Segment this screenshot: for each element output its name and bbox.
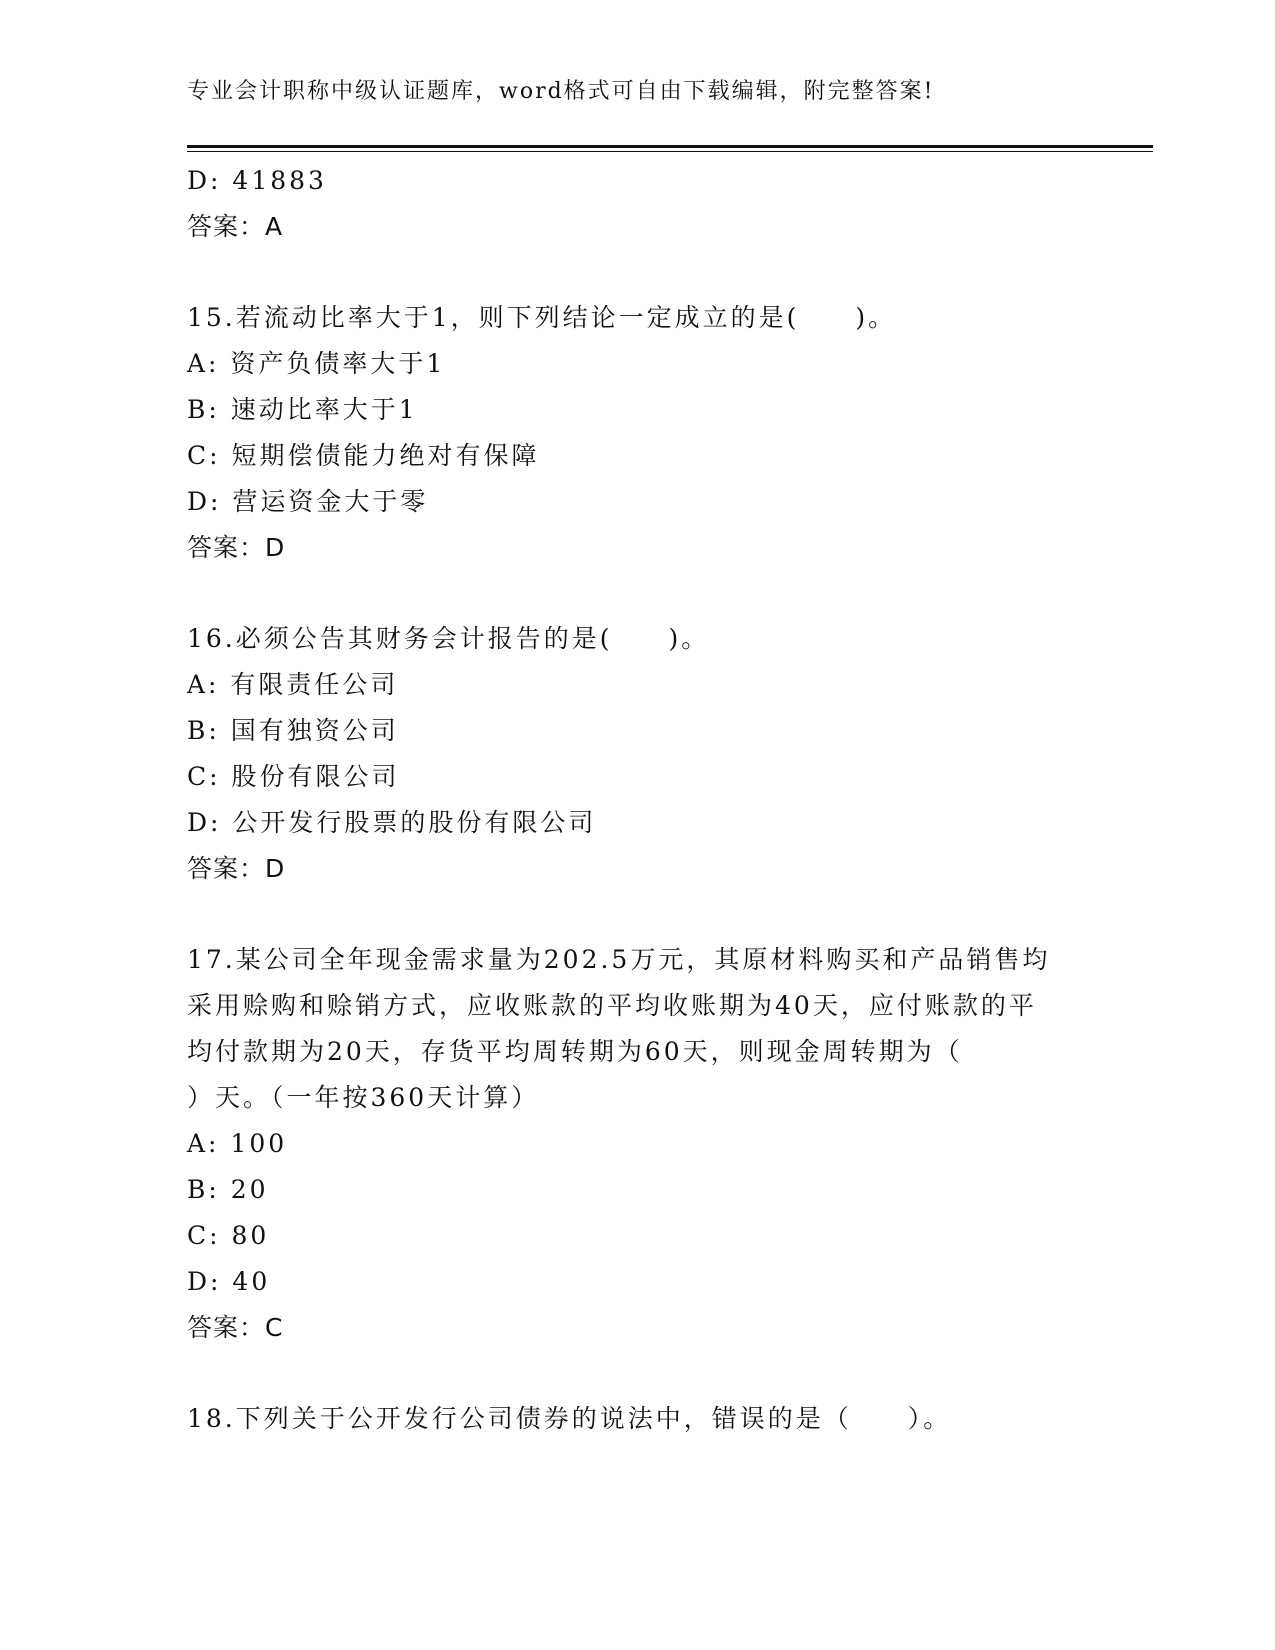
option-a: A: 100	[187, 1129, 288, 1158]
option-d: D: 40	[187, 1267, 271, 1296]
header-rule-thick	[187, 145, 1153, 148]
question-stem-line: 采用赊购和赊销方式，应收账款的平均收账期为40天，应付账款的平	[187, 991, 1037, 1020]
option-a: A: 资产负债率大于1	[187, 349, 446, 378]
option-b: B: 20	[187, 1175, 269, 1204]
answer-line: 答案：C	[187, 1313, 284, 1342]
answer-line: 答案：D	[187, 854, 286, 883]
option-b: B: 国有独资公司	[187, 716, 399, 745]
option-c: C: 80	[187, 1221, 270, 1250]
option-b: B: 速动比率大于1	[187, 395, 418, 424]
question-18	[187, 1396, 1107, 1442]
option-c: C: 短期偿债能力绝对有保障	[187, 441, 540, 470]
option-d: D: 营运资金大于零	[187, 487, 429, 516]
header-rule-thin	[187, 151, 1153, 152]
question-stem: 16.必须公告其财务会计报告的是( )。	[187, 624, 710, 653]
question-stem: 18.下列关于公开发行公司债券的说法中，错误的是（ ）。	[187, 1404, 952, 1433]
answer-line: 答案：D	[187, 533, 286, 562]
question-stem-line: ）天。（一年按360天计算）	[187, 1083, 540, 1112]
question-15	[187, 295, 1107, 571]
question-stem-line: 17.某公司全年现金需求量为202.5万元，其原材料购买和产品销售均	[187, 945, 1051, 974]
question-stem-line: 均付款期为20天，存货平均周转期为60天，则现金周转期为（	[187, 1037, 963, 1066]
question-stem: 15.若流动比率大于1，则下列结论一定成立的是( )。	[187, 303, 897, 332]
question-17	[187, 937, 1107, 1351]
question-stem	[187, 937, 1077, 1121]
page-header: 专业会计职称中级认证题库，word格式可自由下载编辑，附完整答案!	[187, 79, 935, 104]
option-c: C: 股份有限公司	[187, 762, 400, 791]
option-d: D: 公开发行股票的股份有限公司	[187, 808, 597, 837]
question-16	[187, 616, 1107, 892]
option-d: D: 41883	[187, 166, 327, 195]
option-a: A: 有限责任公司	[187, 670, 399, 699]
question-content	[187, 158, 1107, 1442]
answer-line: 答案：A	[187, 212, 284, 241]
